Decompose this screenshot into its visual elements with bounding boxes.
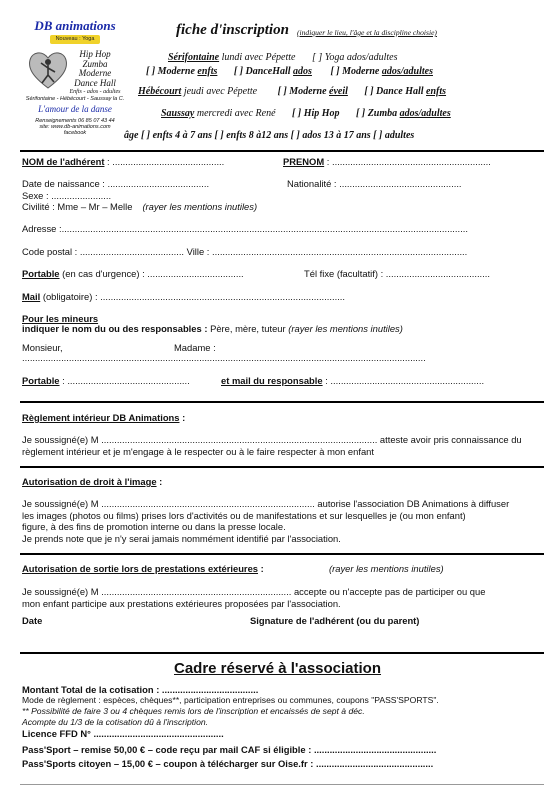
field-pass-sport-citoyen[interactable]: Pass'Sports citoyen – 15,00 € – coupon à télécharger sur Oise.fr : .............................................	[22, 758, 434, 769]
logo-contact-phone: Renseignements 06 85 07 43 44	[35, 118, 115, 124]
divider	[20, 553, 544, 555]
signature-label[interactable]: Signature de l'adhérent (ou du parent)	[250, 615, 420, 626]
date-label[interactable]: Date	[22, 615, 43, 626]
line-saussay: Saussay mercredi avec René [ ] Hip Hop [ ] Zumba ados/adultes	[161, 108, 451, 119]
field-madame[interactable]: Madame :	[174, 342, 216, 353]
field-portable-responsable[interactable]: Portable : ...............................................	[22, 375, 190, 386]
line-ages: âge [ ] enfts 4 à 7 ans [ ] enfts 8 à12 ans [ ] ados 13 à 17 ans [ ] adultes	[124, 130, 415, 141]
field-montant[interactable]: Montant Total de la cotisation : .....................................	[22, 684, 259, 695]
sortie-text[interactable]: Je soussigné(e) M ......................................................................... accepte ou n'accepte pas de participer ou que mon enfant participe aux prestations extérieures proposées par l'association.	[22, 586, 486, 609]
line-hebecourt: Hébécourt jeudi avec Pépette [ ] Moderne éveil [ ] Dance Hall enfts	[138, 86, 447, 97]
page-subtitle: (indiquer le lieu, l'âge et la discipline choisie)	[297, 28, 437, 37]
divider	[20, 150, 544, 152]
logo-slogan: L'amour de la danse	[38, 104, 112, 114]
mineurs-responsables[interactable]: indiquer le nom du ou des responsables : Père, mère, tuteur (rayer les mentions inutiles)	[22, 323, 403, 334]
page-title: fiche d'inscription	[176, 22, 289, 38]
logo-disciplines: Hip Hop Zumba Moderne Dance Hall Enfts - ados - adultes	[69, 49, 121, 95]
note-cheques: ** Possibilité de faire 3 ou 4 chèques remis lors de l'inscription et encaissés de sept à déc.	[22, 706, 365, 716]
line-serifontaine-choices: [ ] Moderne enfts [ ] DanceHall ados [ ] Moderne ados/adultes	[146, 66, 433, 77]
field-sexe[interactable]: Sexe : .......................	[22, 190, 112, 201]
sortie-note: (rayer les mentions inutiles)	[329, 563, 444, 574]
field-date-naissance[interactable]: Date de naissance : .......................................	[22, 178, 210, 189]
field-mail-responsable[interactable]: et mail du responsable : ...........................................................	[221, 375, 485, 386]
logo-towns: Sérifontaine - Hébécourt - Saussay la C.	[25, 96, 125, 102]
field-mail[interactable]: Mail (obligatoire) : ..............................................................................................	[22, 291, 345, 302]
field-pass-sport[interactable]: Pass'Sport – remise 50,00 € – code reçu par mail CAF si éligible : ...............................................	[22, 744, 437, 755]
logo-contact-site: site: www.db-animations.com	[39, 124, 111, 130]
divider	[20, 652, 544, 654]
logo-contact-facebook: facebook	[63, 130, 87, 136]
dotted-line[interactable]: ...........................................................................................................................................................	[22, 352, 426, 363]
logo-tag: Nouveau : Yoga	[50, 35, 100, 44]
field-portable[interactable]: Portable (en cas d'urgence) : .....................................	[22, 268, 244, 279]
divider	[20, 401, 544, 403]
reglement-text[interactable]: Je soussigné(e) M .......................................................................................................... atteste avoir pris connaissance du règlement intérieur et je m'engage à le respecter ou à le faire respecter à mon enfant	[22, 434, 522, 457]
field-adresse[interactable]: Adresse :............................................................................................................................................................	[22, 223, 468, 234]
sortie-heading: Autorisation de sortie lors de prestations extérieures :	[22, 563, 264, 574]
field-licence[interactable]: Licence FFD N° ..................................................	[22, 728, 224, 739]
cadre-heading: Cadre réservé à l'association	[174, 660, 382, 677]
image-heading: Autorisation de droit à l'image :	[22, 476, 163, 487]
reglement-heading: Règlement intérieur DB Animations :	[22, 412, 186, 423]
mineurs-heading: Pour les mineurs	[22, 313, 99, 324]
logo-title: DB animations	[34, 18, 116, 33]
bottom-border	[20, 784, 544, 785]
note-acompte: Acompte du 1/3 de la cotisation dû à l'inscription.	[22, 717, 209, 727]
field-nationalite[interactable]: Nationalité : ...............................................	[287, 178, 462, 189]
divider	[20, 466, 544, 468]
field-code-postal-ville[interactable]: Code postal : ........................................ Ville : ..................................................................................................	[22, 246, 468, 257]
field-monsieur[interactable]: Monsieur,	[22, 342, 63, 353]
field-civilite[interactable]: Civilité : Mme – Mr – Melle (rayer les mentions inutiles)	[22, 201, 258, 212]
club-logo	[22, 18, 128, 150]
line-serifontaine: Sérifontaine lundi avec Pépette [ ] Yoga ados/adultes	[168, 52, 398, 63]
mode-reglement: Mode de règlement : espèces, chèques**, participation entreprises ou communes, coupons "PASS'SPORTS".	[22, 695, 439, 705]
field-nom[interactable]: NOM de l'adhérent : ...........................................	[22, 156, 225, 167]
field-prenom[interactable]: PRENOM : .............................................................	[283, 156, 491, 167]
image-text[interactable]: Je soussigné(e) M .................................................................................. autorise l'association DB Animations à diffuser les images (photos ou films) prises lors d'activités ou de manifestations et sur lesquelles je (ou mon enfant) figure, à des fins de promotion interne ou dans la presse locale. Je prends note que je n'y serai jamais nommément identifié par l'association.	[22, 498, 510, 544]
field-tel-fixe[interactable]: Tél fixe (facultatif) : ........................................	[304, 268, 490, 279]
